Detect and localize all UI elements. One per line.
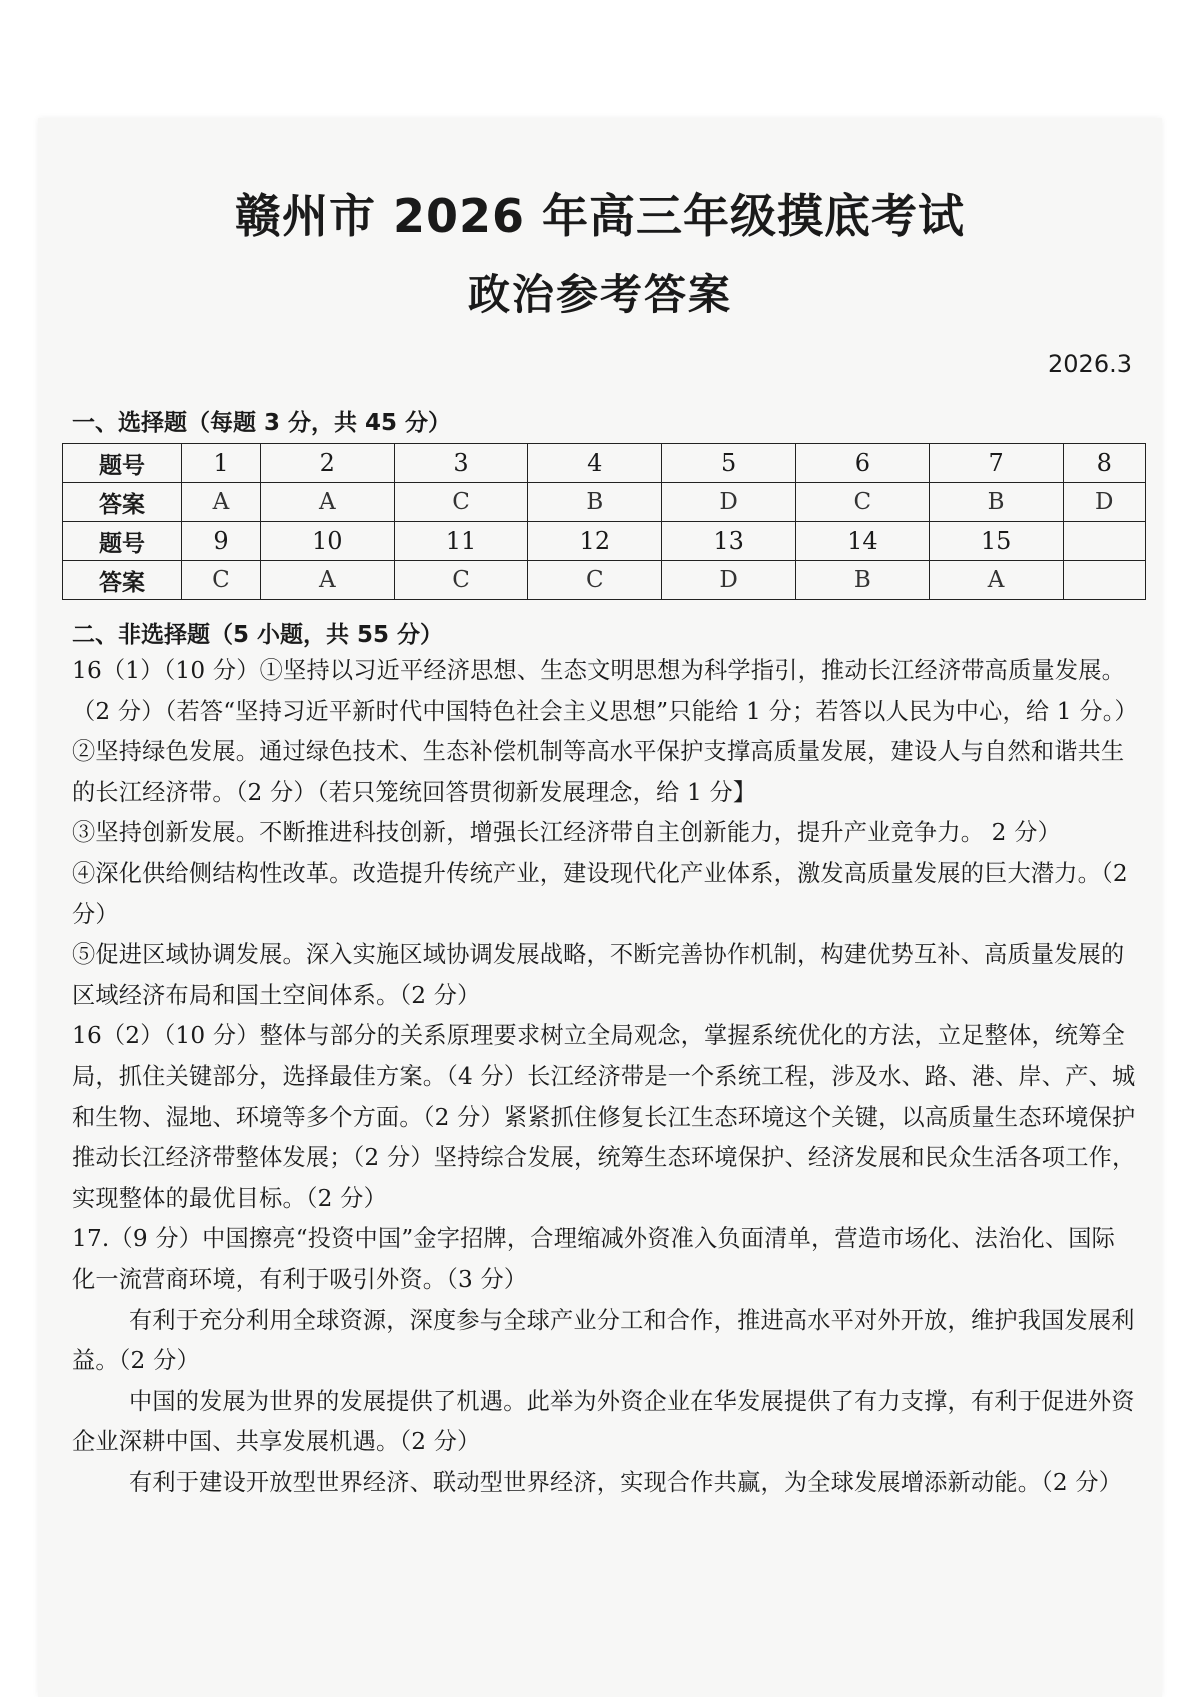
row-label-answer: 答案 xyxy=(63,561,182,600)
question-number: 12 xyxy=(528,522,662,561)
table-row xyxy=(63,444,1146,483)
answer-paragraph: 17.（9 分）中国擦亮“投资中国”金字招牌，合理缩减外资准入负面清单，营造市场化、法治化、国际化一流营商环境，有利于吸引外资。（3 分） xyxy=(72,1225,1115,1293)
question-number: 13 xyxy=(662,522,796,561)
question-number: 14 xyxy=(795,522,929,561)
answer-body xyxy=(72,651,1136,1503)
question-number: 7 xyxy=(929,444,1063,483)
question-number: 2 xyxy=(260,444,394,483)
page-subtitle: 政治参考答案 xyxy=(467,270,732,319)
answer-table xyxy=(62,443,1146,600)
answer-cell: C xyxy=(394,483,528,522)
table-row xyxy=(63,522,1146,561)
answer-cell: B xyxy=(795,561,929,600)
answer-paragraph: 16（2）（10 分）整体与部分的关系原理要求树立全局观念，掌握系统优化的方法，立足整体，统筹全局，抓住关键部分，选择最佳方案。（4 分）长江经济带是一个系统工程，涉及水、路、港、岸、产、城和生物、湿地、环境等多个方面。（2 分）紧紧抓住修复长江生态环境这个关键，以高质量生态环境保护推动长江经济带整体发展；（2 分）坚持综合发展，统筹生态环境保护、经济发展和民众生活各项工作，实现整体的最优目标。（2 分） xyxy=(72,1022,1136,1212)
answer-paragraph-indented: 有利于建设开放型世界经济、联动型世界经济，实现合作共赢，为全球发展增添新动能。（2 分） xyxy=(129,1468,1123,1496)
answer-cell: A xyxy=(260,483,394,522)
question-number: 9 xyxy=(182,522,261,561)
table-row xyxy=(63,561,1146,600)
question-number: 8 xyxy=(1063,444,1146,483)
answer-paragraph: ⑤促进区域协调发展。深入实施区域协调发展战略，不断完善协作机制，构建优势互补、高质量发展的区域经济布局和国土空间体系。（2 分） xyxy=(72,941,1125,1009)
answer-cell: C xyxy=(394,561,528,600)
answer-cell: A xyxy=(929,561,1063,600)
answer-paragraph: ③坚持创新发展。不断推进科技创新，增强长江经济带自主创新能力，提升产业竞争力。 2 分） xyxy=(72,819,1061,847)
question-number: 4 xyxy=(528,444,662,483)
answer-cell: B xyxy=(929,483,1063,522)
answer-cell: D xyxy=(662,483,796,522)
page-title: 赣州市 2026 年高三年级摸底考试 xyxy=(234,189,966,243)
answer-cell: A xyxy=(260,561,394,600)
answer-paragraph-indented: 中国的发展为世界的发展提供了机遇。此举为外资企业在华发展提供了有力支撑，有利于促进外资企业深耕中国、共享发展机遇。（2 分） xyxy=(72,1387,1135,1456)
answer-cell: C xyxy=(182,561,261,600)
answer-paragraph: ②坚持绿色发展。通过绿色技术、生态补偿机制等高水平保护支撑高质量发展，建设人与自然和谐共生的长江经济带。（2 分）（若只笼统回答贯彻新发展理念，给 1 分】 xyxy=(72,738,1125,806)
question-number: 11 xyxy=(394,522,528,561)
answer-cell: A xyxy=(182,483,261,522)
section1-heading: 一、选择题（每题 3 分，共 45 分） xyxy=(72,410,452,436)
question-number: 1 xyxy=(182,444,261,483)
question-number: 3 xyxy=(394,444,528,483)
answer-cell xyxy=(1063,561,1146,600)
table-row xyxy=(63,483,1146,522)
answer-paragraph: 16（1）（10 分）①坚持以习近平经济思想、生态文明思想为科学指引，推动长江经济带高质量发展。（2 分）（若答“坚持习近平新时代中国特色社会主义思想”只能给 1 分；若答以人民为中心，给 1 分。） xyxy=(72,657,1138,725)
answer-cell: C xyxy=(528,561,662,600)
exam-date: 2026.3 xyxy=(1048,350,1132,378)
row-label-answer: 答案 xyxy=(63,483,182,522)
question-number: 10 xyxy=(260,522,394,561)
question-number: 6 xyxy=(795,444,929,483)
answer-cell: D xyxy=(1063,483,1146,522)
row-label-number: 题号 xyxy=(63,444,182,483)
answer-cell: C xyxy=(795,483,929,522)
answer-paragraph-indented: 有利于充分利用全球资源，深度参与全球产业分工和合作，推进高水平对外开放，维护我国发展利益。（2 分） xyxy=(72,1306,1135,1375)
question-number xyxy=(1063,522,1146,561)
answer-paragraph: ④深化供给侧结构性改革。改造提升传统产业，建设现代化产业体系，激发高质量发展的巨大潜力。（2 分） xyxy=(72,859,1128,928)
section2-heading: 二、非选择题（5 小题，共 55 分） xyxy=(72,622,444,648)
answer-cell: B xyxy=(528,483,662,522)
answer-cell: D xyxy=(662,561,796,600)
question-number: 5 xyxy=(662,444,796,483)
row-label-number: 题号 xyxy=(63,522,182,561)
question-number: 15 xyxy=(929,522,1063,561)
